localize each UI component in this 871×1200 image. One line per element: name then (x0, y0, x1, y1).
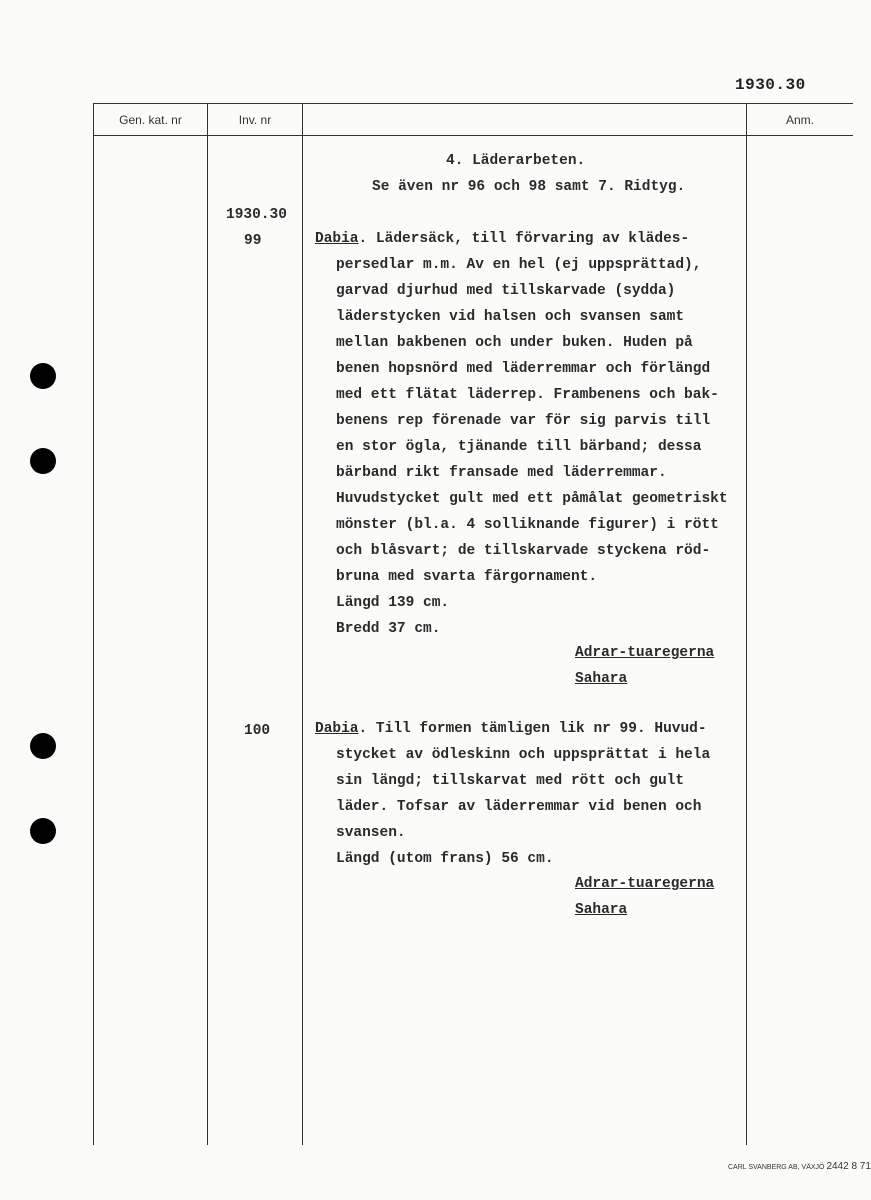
description-line: persedlar m.m. Av en hel (ej uppsprättad), (336, 257, 702, 273)
description-line: en stor ögla, tjänande till bärband; dessa (336, 439, 702, 455)
inv-number: 100 (244, 723, 271, 739)
description-line: svansen. (336, 825, 406, 841)
column-header-gen-kat: Gen. kat. nr (119, 113, 182, 127)
punch-hole (30, 733, 56, 759)
page-number: 1930.30 (735, 76, 806, 94)
column-header-inv: Inv. nr (238, 113, 272, 127)
object-name: Dabia (315, 721, 359, 737)
description-line: bruna med svarta färgornament. (336, 569, 598, 585)
printer-mark (728, 1161, 871, 1172)
printer-company: CARL SVANBERG AB, VÄXJÖ (728, 1164, 825, 1171)
description-line: . Till formen tämligen lik nr 99. Huvud- (358, 721, 707, 737)
width-measurement: Bredd 37 cm. (336, 621, 441, 637)
punch-hole (30, 448, 56, 474)
description-line: Huvudstycket gult med ett påmålat geometriskt (336, 491, 728, 507)
description-line: bärband rikt fransade med läderremmar. (336, 465, 667, 481)
form-code: 2442 8 71 (826, 1161, 871, 1172)
origin-place: Sahara (575, 902, 628, 918)
section-heading: 4. Läderarbeten. (446, 153, 586, 169)
description-line: mellan bakbenen och under buken. Huden på (336, 335, 693, 351)
description-line: mönster (bl.a. 4 solliknande figurer) i rött (336, 517, 719, 533)
punch-hole (30, 818, 56, 844)
description-line: . Lädersäck, till förvaring av klädes- (358, 231, 690, 247)
description-line: läder. Tofsar av läderremmar vid benen och (336, 799, 702, 815)
description-line: och blåsvart; de tillskarvade styckena röd- (336, 543, 711, 559)
object-name: Dabia (315, 231, 359, 247)
inv-number: 99 (244, 233, 262, 249)
length-measurement: Längd (utom frans) 56 cm. (336, 851, 554, 867)
entry-first-line (315, 716, 707, 742)
column-header-anm: Anm. (785, 113, 814, 127)
description-line: stycket av ödleskinn och uppsprättat i hela (336, 747, 711, 763)
inv-series: 1930.30 (226, 207, 287, 223)
description-line: med ett flätat läderrep. Frambenens och bak- (336, 387, 719, 403)
description-line: garvad djurhud med tillskarvade (sydda) (336, 283, 676, 299)
description-line: läderstycken vid halsen och svansen samt (336, 309, 685, 325)
origin-group: Adrar-tuaregerna (575, 645, 715, 661)
punch-hole (30, 363, 56, 389)
origin-group: Adrar-tuaregerna (575, 876, 715, 892)
section-see-also: Se även nr 96 och 98 samt 7. Ridtyg. (372, 179, 686, 195)
description-line: benen hopsnörd med läderremmar och förlängd (336, 361, 711, 377)
entry-first-line (315, 226, 689, 252)
description-line: benens rep förenade var för sig parvis till (336, 413, 711, 429)
description-line: sin längd; tillskarvat med rött och gult (336, 773, 685, 789)
origin-place: Sahara (575, 671, 628, 687)
length-measurement: Längd 139 cm. (336, 595, 450, 611)
